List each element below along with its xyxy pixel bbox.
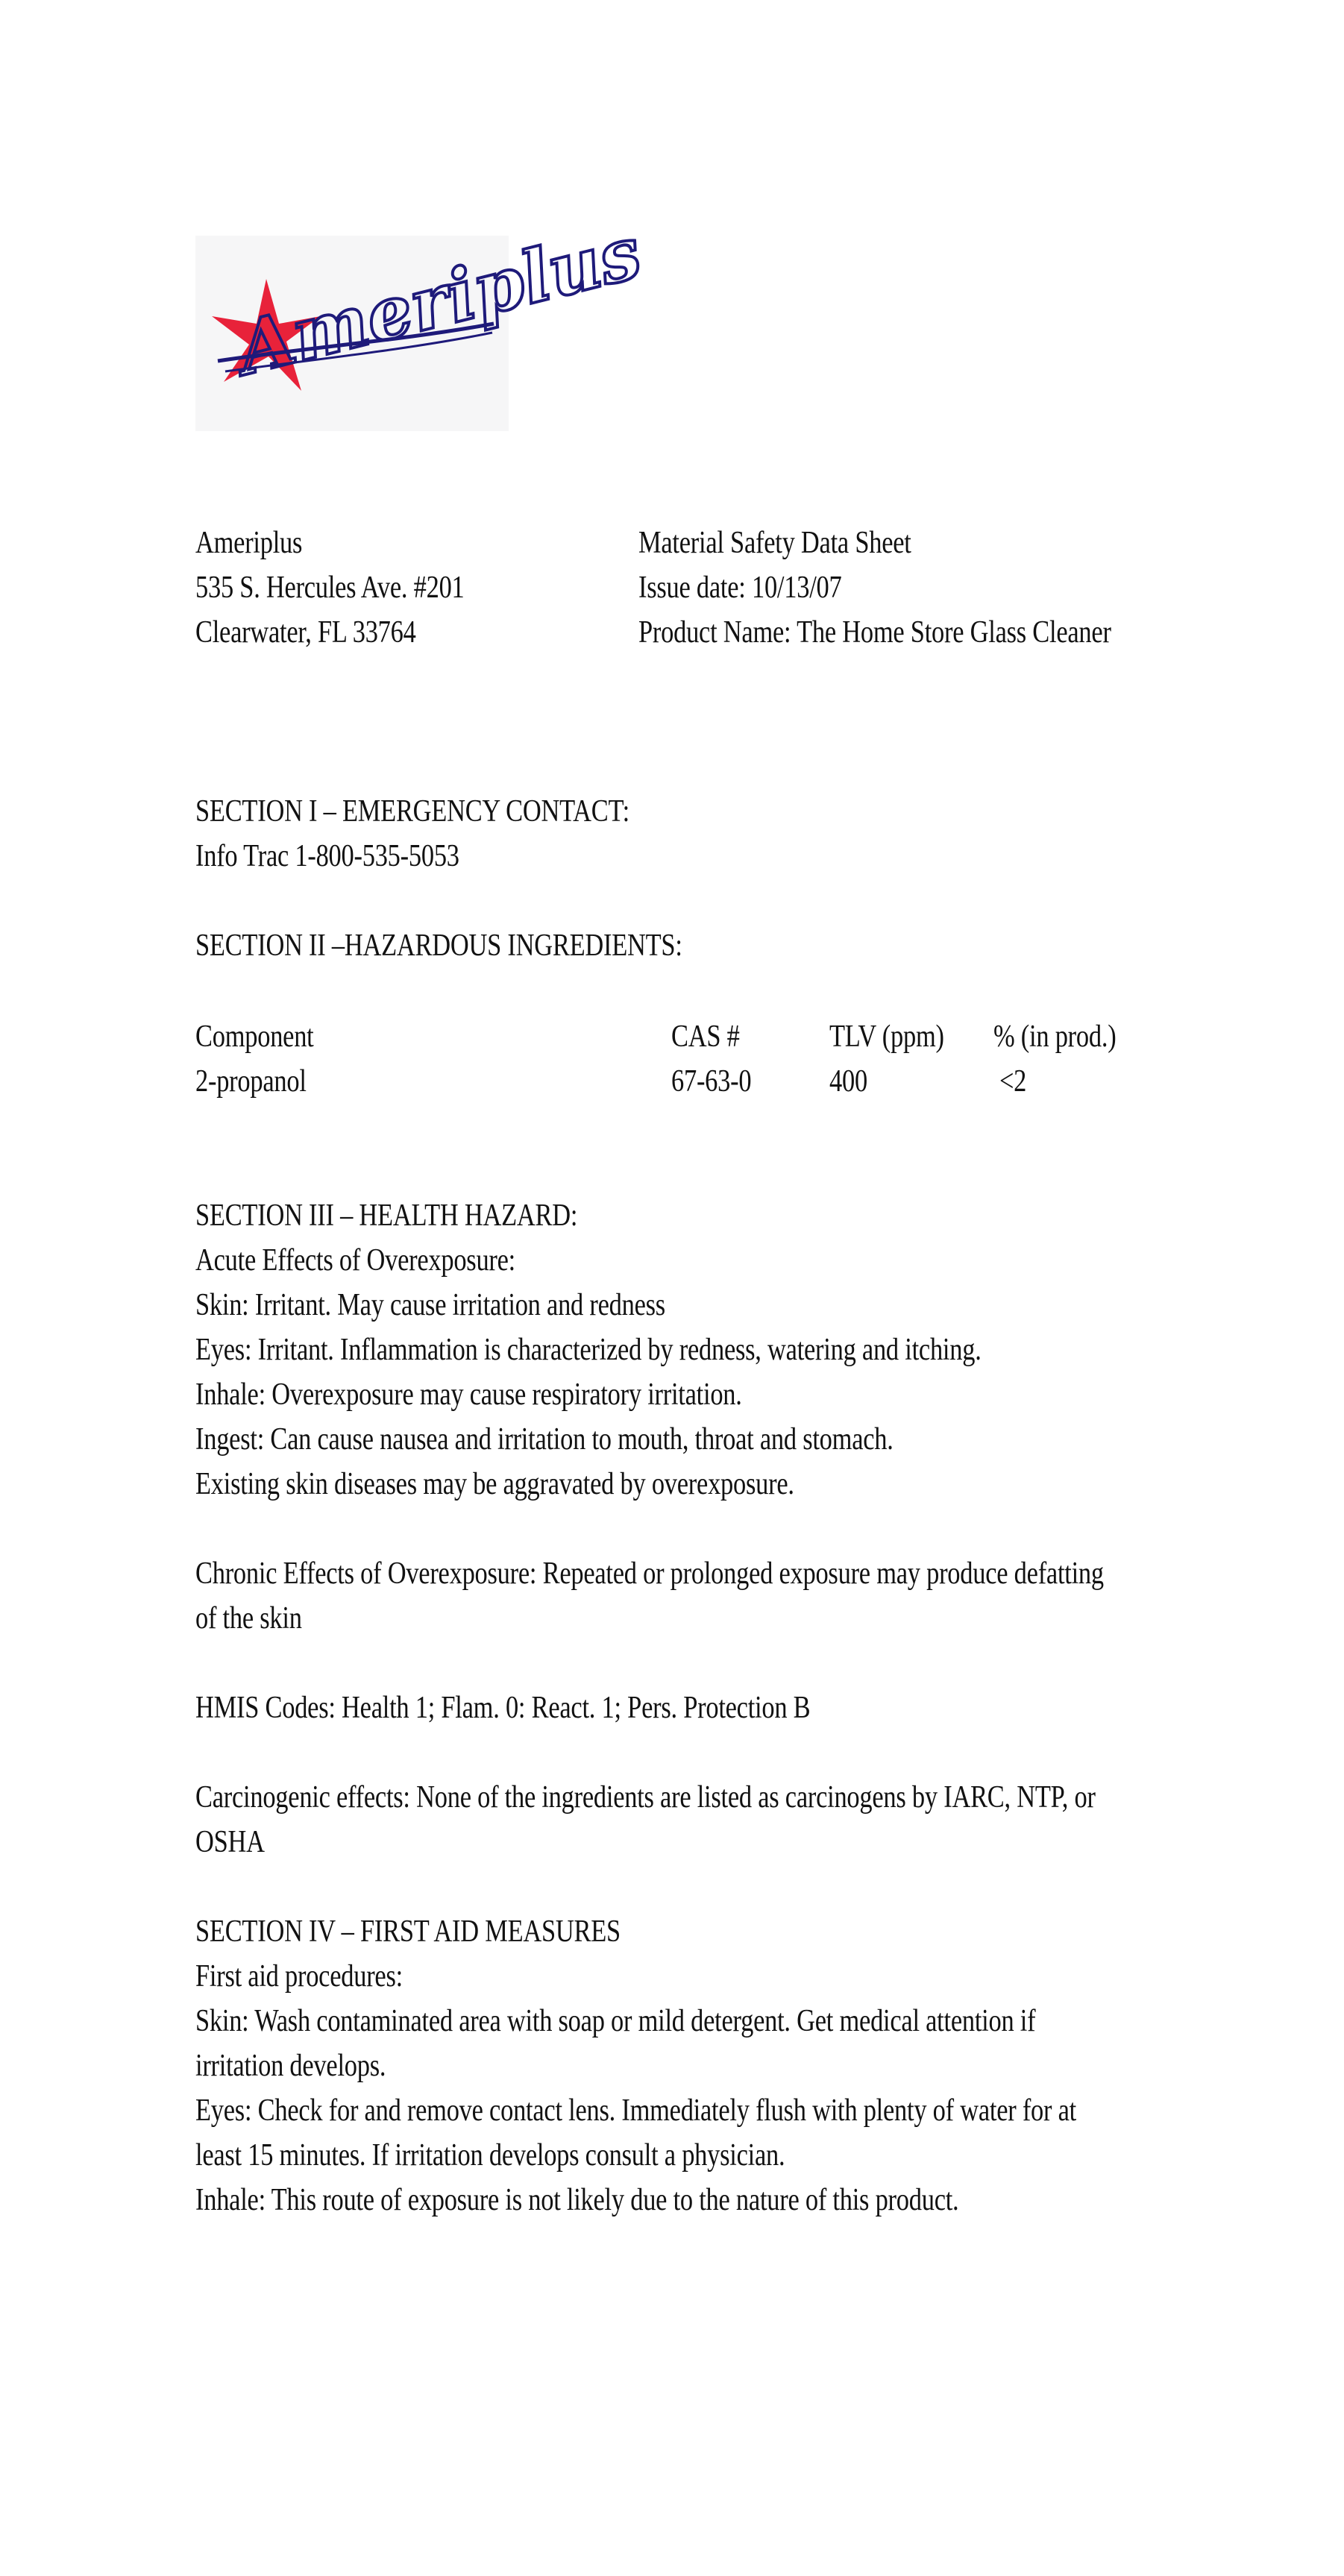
health-line: Skin: Irritant. May cause irritation and redness [195,1288,665,1322]
company-address-line2: Clearwater, FL 33764 [195,615,416,650]
issue-date: Issue date: 10/13/07 [638,571,842,605]
health-line: Eyes: Irritant. Inflammation is characterized by redness, watering and itching. [195,1333,982,1367]
table-cell-cas: 67-63-0 [671,1064,752,1099]
ameriplus-logo [195,210,650,431]
emergency-contact: Info Trac 1-800-535-5053 [195,839,459,873]
table-cell-percent: <2 [999,1064,1027,1099]
product-name: Product Name: The Home Store Glass Cleaner [638,615,1111,650]
hmis-codes: HMIS Codes: Health 1; Flam. 0: React. 1; Pers. Protection B [195,1691,811,1725]
logo-graphic [195,210,650,431]
health-line: Inhale: Overexposure may cause respiratory irritation. [195,1377,742,1412]
section3-heading: SECTION III – HEALTH HAZARD: [195,1199,578,1233]
section1-heading: SECTION I – EMERGENCY CONTACT: [195,794,629,829]
first-aid-line: Inhale: This route of exposure is not likely due to the nature of this product. [195,2183,959,2217]
first-aid-line: First aid procedures: [195,1959,403,1994]
health-line: Acute Effects of Overexposure: [195,1243,516,1278]
table-header-tlv: TLV (ppm) [829,1020,944,1054]
table-header-cas: CAS # [671,1020,740,1054]
table-header-component: Component [195,1020,314,1054]
first-aid-line: Eyes: Check for and remove contact lens. Immediately flush with plenty of water for at [195,2093,1076,2128]
first-aid-line: irritation develops. [195,2049,386,2083]
table-cell-component: 2-propanol [195,1064,307,1099]
company-name: Ameriplus [195,526,303,560]
table-cell-tlv: 400 [829,1064,867,1099]
carcinogenic-line: Carcinogenic effects: None of the ingredients are listed as carcinogens by IARC, NTP, or [195,1780,1096,1815]
section2-heading: SECTION II –HAZARDOUS INGREDIENTS: [195,929,682,963]
health-line: Ingest: Can cause nausea and irritation to mouth, throat and stomach. [195,1422,894,1457]
carcinogenic-line: OSHA [195,1825,265,1859]
first-aid-line: Skin: Wash contaminated area with soap or mild detergent. Get medical attention if [195,2004,1036,2038]
document-title: Material Safety Data Sheet [638,526,911,560]
health-line: Existing skin diseases may be aggravated by overexposure. [195,1467,794,1501]
section4-heading: SECTION IV – FIRST AID MEASURES [195,1914,621,1949]
chronic-effects-line: of the skin [195,1601,302,1636]
logo-wordmark: Ameriplus [229,210,650,392]
chronic-effects-line: Chronic Effects of Overexposure: Repeated or prolonged exposure may produce defatting [195,1556,1104,1591]
company-address-line1: 535 S. Hercules Ave. #201 [195,571,465,605]
first-aid-line: least 15 minutes. If irritation develops consult a physician. [195,2138,785,2173]
table-header-percent: % (in prod.) [993,1020,1117,1054]
